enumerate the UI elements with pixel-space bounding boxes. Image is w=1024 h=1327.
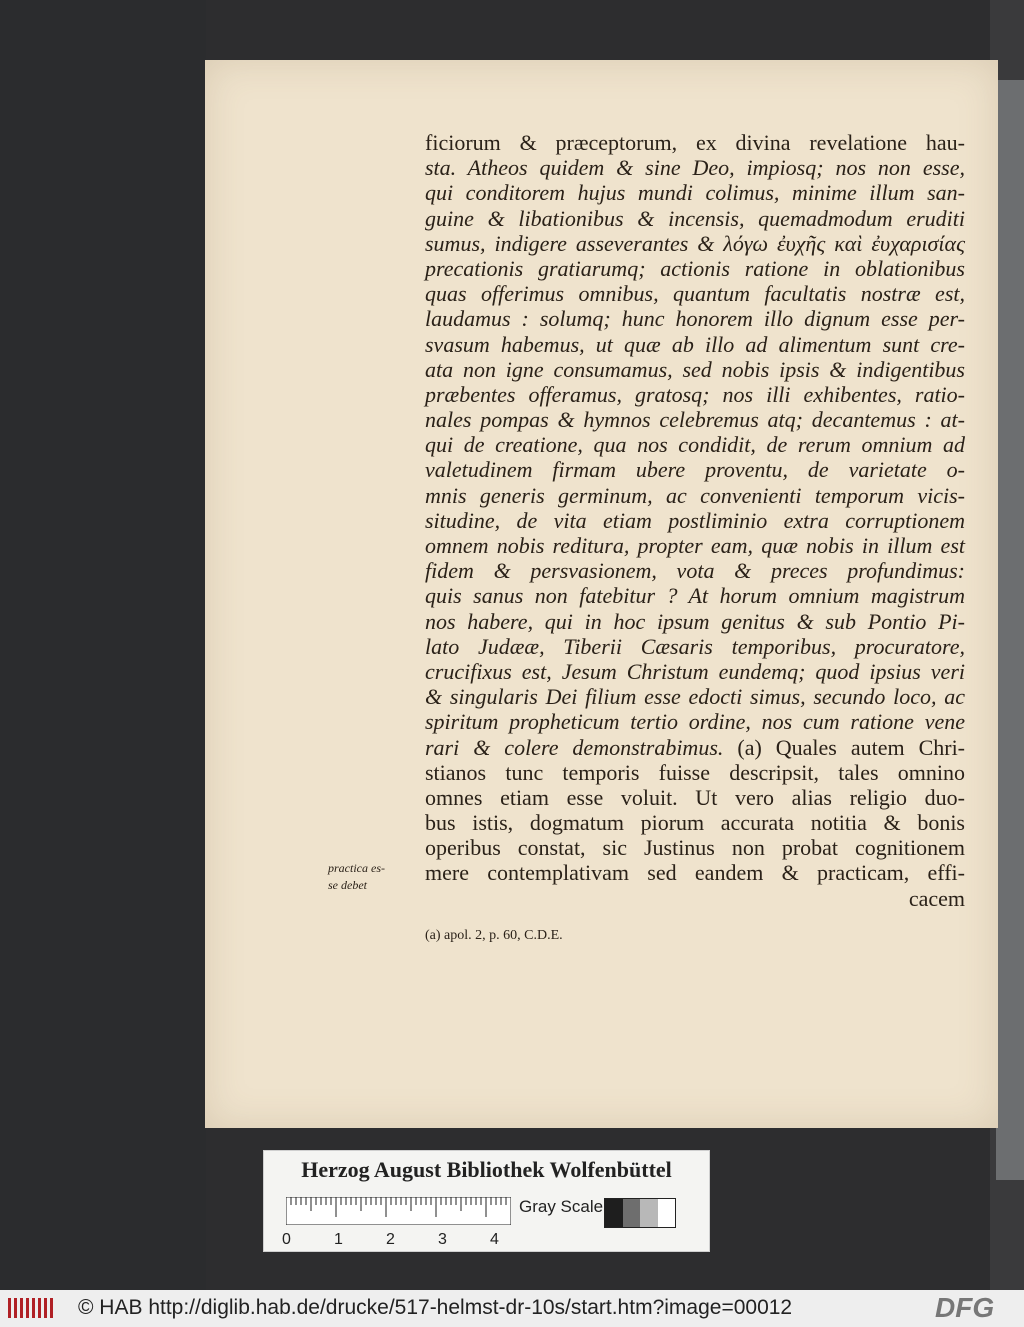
text-line: qui conditorem hujus mundi colimus, minime illum san-: [425, 180, 965, 206]
gray-swatch: [605, 1199, 623, 1227]
footnote: (a) apol. 2, p. 60, C.D.E.: [425, 928, 563, 943]
text-line: & singularis Dei filium esse edocti simus, secundo loco, ac: [425, 684, 965, 710]
text-line: crucifixus est, Jesum Christum eundemq; quod ipsius veri: [425, 658, 965, 684]
text-line: quas offerimus omnibus, quantum facultatis nostræ est,: [425, 281, 965, 307]
text-line: svasum habemus, ut quæ ab illo ad alimentum sunt cre-: [425, 331, 965, 357]
text-line: præbentes offeramus, gratosq; nos illi exhibentes, ratio-: [425, 381, 965, 407]
gray-swatch: [658, 1199, 676, 1227]
ruler-number: 2: [386, 1231, 395, 1248]
text-line: ficiorum & præceptorum, ex divina revelatione hau-: [425, 130, 965, 155]
text-line-italic-part: rari & colere demonstrabimus.: [425, 734, 724, 760]
marginal-note: [328, 860, 408, 894]
dfg-logo: DFG: [935, 1292, 995, 1323]
text-line-roman-part: (a) Quales autem Chri-: [723, 734, 966, 760]
text-line: precationis gratiarumq; actionis ratione in oblationibus: [425, 255, 965, 281]
text-line: ata non igne consumamus, sed nobis ipsis & indigentibus: [425, 356, 965, 382]
text-line: operibus constat, sic Justinus non probat cognitionem: [425, 835, 965, 861]
ruler-number: 0: [282, 1231, 291, 1248]
scan-background-left: [0, 0, 206, 1290]
text-line: cacem: [908, 885, 965, 911]
marginal-note-line-2: se debet: [328, 878, 367, 892]
viewer-footer: [0, 1290, 1024, 1327]
gray-swatches: [604, 1198, 676, 1228]
text-line: situdine, de vita etiam postliminio extra corruptionem: [425, 507, 965, 533]
text-line: omnem nobis reditura, propter eam, quæ nobis in illum est: [425, 533, 965, 558]
gray-swatch: [623, 1199, 641, 1227]
text-line: [425, 735, 965, 760]
text-line: fidem & persvasionem, vota & preces profundimus:: [425, 558, 965, 584]
text-line: mere contemplativam sed eandem & practicam, effi-: [425, 860, 965, 886]
ruler-number: 3: [438, 1231, 447, 1248]
text-line: spiritum propheticum tertio ordine, nos cum ratione vene: [425, 709, 965, 735]
text-line: lato Judææ, Tiberii Cæsaris temporibus, procuratore,: [425, 633, 965, 659]
ruler-number: 1: [334, 1231, 343, 1248]
text-line: omnes etiam esse voluit. Ut vero alias religio duo-: [425, 784, 965, 810]
ruler-numbers: [264, 1231, 709, 1251]
text-line: guine & libationibus & incensis, quemadmodum eruditi: [425, 205, 965, 231]
text-line: sta. Atheos quidem & sine Deo, impiosq; nos non esse,: [425, 155, 965, 181]
hab-logo-icon: [8, 1296, 58, 1320]
text-line: laudamus : solumq; hunc honorem illo dignum esse per-: [425, 306, 965, 332]
marginal-note-line-1: practica es-: [328, 861, 385, 875]
gray-scale-label: Gray Scale: [519, 1197, 604, 1216]
text-line: stianos tunc temporis fuisse descripsit, tales omnino: [425, 759, 965, 785]
book-page: [205, 60, 998, 1128]
text-line: bus istis, dogmatum piorum accurata notitia & bonis: [425, 810, 965, 836]
gray-swatch: [640, 1199, 658, 1227]
text-line: nales pompas & hymnos celebremus atq; decantemus : at-: [425, 407, 965, 433]
text-line: valetudinem firmam ubere proventu, de varietate o-: [425, 457, 965, 483]
text-line: mnis generis germinum, ac convenienti temporum vicis-: [425, 482, 965, 508]
library-title: Herzog August Bibliothek Wolfenbüttel: [301, 1157, 672, 1182]
text-line: quis sanus non fatebitur ? At horum omnium magistrum: [425, 583, 965, 609]
ruler-number: 4: [490, 1231, 499, 1248]
footer-url[interactable]: © HAB http://diglib.hab.de/drucke/517-helmst-dr-10s/start.htm?image=00012: [78, 1296, 793, 1319]
text-line: qui de creatione, qua nos condidit, de rerum omnium ad: [425, 432, 965, 458]
text-line: sumus, indigere asseverantes & λόγω ἐυχῆς καὶ ἐυχαρισίας: [425, 230, 965, 256]
color-scale-card: [263, 1150, 710, 1252]
ruler-icon: [286, 1197, 511, 1225]
text-line: nos habere, qui in hoc ipsum genitus & sub Pontio Pi-: [425, 608, 965, 634]
page-text-block: [425, 130, 965, 911]
book-binding-edge: [996, 80, 1024, 1180]
